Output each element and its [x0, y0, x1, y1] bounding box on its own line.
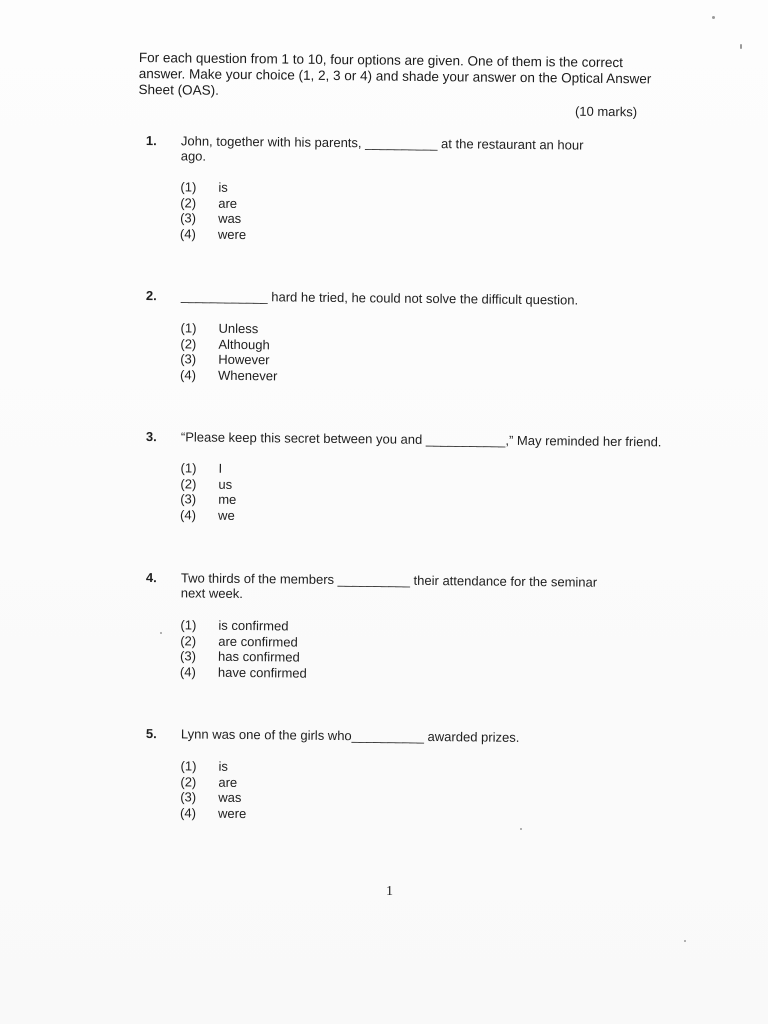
options-list [180, 460, 237, 523]
option-4: (4) were [179, 225, 247, 242]
question-number: 2. [145, 288, 157, 304]
option-2: (2) are confirmed [180, 632, 298, 650]
options-list [180, 179, 247, 242]
option-4: (4) have confirmed [179, 663, 307, 681]
scan-speck [712, 16, 715, 19]
marks-label: (10 marks) [574, 103, 638, 120]
option-3: (3) has confirmed [180, 648, 300, 665]
scan-speck [160, 632, 162, 634]
options-list [180, 617, 308, 680]
scan-speck [740, 44, 742, 49]
options-list [180, 758, 247, 821]
option-3: (3) However [180, 351, 270, 368]
option-1: (1) is [180, 179, 228, 195]
question-3 [145, 429, 726, 523]
option-1: (1) is [180, 758, 229, 774]
question-1 [145, 133, 726, 242]
option-2: (2) Although [180, 335, 270, 352]
question-text: Two thirds of the members __________ their attendance for the seminar next week. [180, 570, 601, 602]
instructions-text: For each question from 1 to 10, four options are given. One of them is the correct answer. Make your choice (1, 2, 3 or 4) and shade your answer on the Optical Answer Sheet (OAS). [138, 50, 652, 98]
question-number: 3. [145, 429, 157, 445]
option-3: (3) was [180, 789, 242, 806]
option-2: (2) are [180, 194, 238, 211]
scan-speck [520, 828, 522, 830]
question-text: ____________ hard he tried, he could not solve the difficult question. [180, 288, 579, 308]
question-text: “Please keep this secret between you and ___________,” May reminded her friend. [180, 429, 662, 450]
option-1: (1) Unless [180, 320, 259, 337]
question-number: 1. [145, 133, 157, 149]
option-4: (4) were [180, 804, 247, 821]
option-3: (3) was [180, 210, 242, 227]
question-text: Lynn was one of the girls who__________ awarded prizes. [180, 726, 520, 745]
option-3: (3) me [180, 491, 237, 507]
option-4: (4) we [180, 506, 235, 523]
question-text: John, together with his parents, __________ at the restaurant an hour ago. [180, 133, 588, 164]
question-5 [145, 726, 726, 821]
option-2: (2) are [180, 773, 238, 790]
option-1: (1) I [180, 460, 223, 476]
page-number: 1 [386, 884, 393, 899]
option-1: (1) is confirmed [180, 617, 289, 634]
options-list [180, 320, 278, 383]
question-number: 5. [145, 726, 157, 742]
option-2: (2) us [180, 475, 233, 492]
question-2 [145, 288, 726, 383]
scan-speck [684, 940, 686, 942]
option-4: (4) Whenever [180, 366, 278, 383]
question-number: 4. [145, 570, 157, 586]
question-4 [145, 570, 726, 681]
